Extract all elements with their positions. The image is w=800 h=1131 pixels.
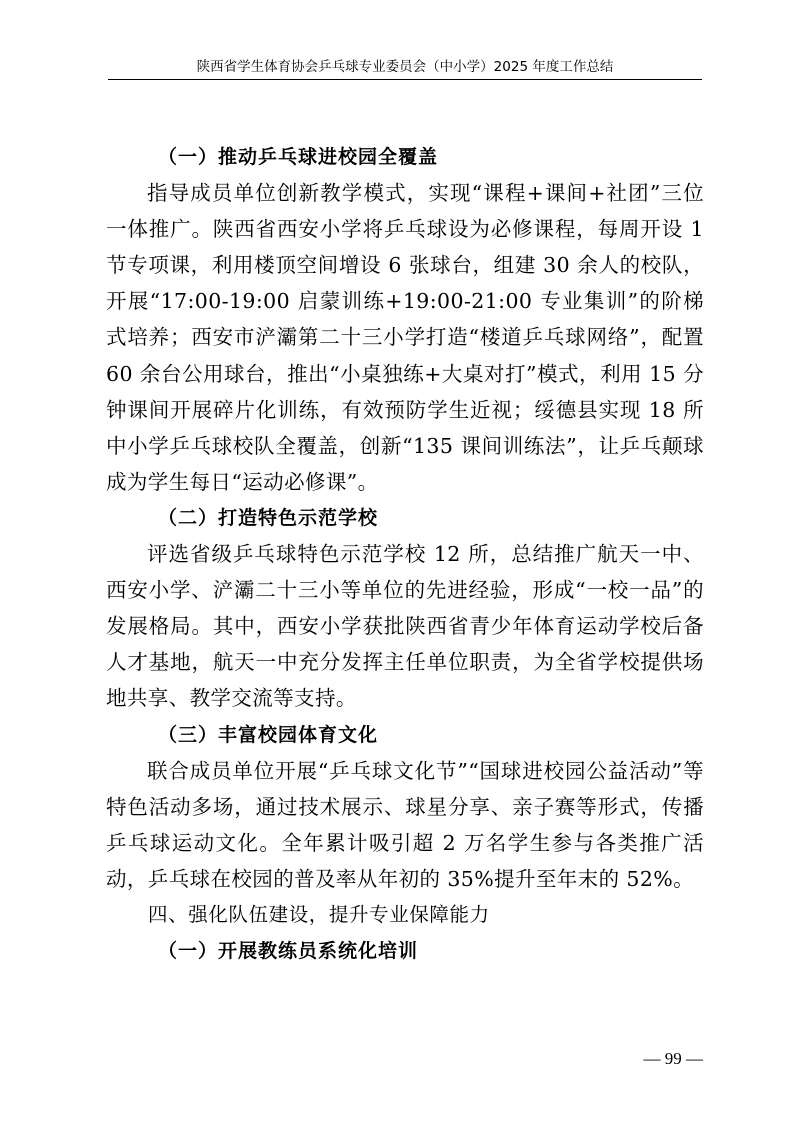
- paragraph-campus-culture: 联合成员单位开展“乒乓球文化节”“国球进校园公益活动”等特色活动多场，通过技术展示、球星分享、亲子赛等形式，传播乒乓球运动文化。全年累计吸引超 2 万名学生参与各类推广活动，乒乓球在校园的普及率从年初的 35%提升至年末的 52%。: [106, 758, 704, 891]
- heading-coach-training: （一）开展教练员系统化培训: [158, 940, 419, 963]
- heading-demo-schools: （二）打造特色示范学校: [158, 506, 379, 529]
- header-rule: [108, 79, 702, 80]
- paragraph-demo-schools: 评选省级乒乓球特色示范学校 12 所，总结推广航天一中、西安小学、浐灞二十三小等单位的先进经验，形成“一校一品”的发展格局。其中，西安小学获批陕西省青少年体育运动学校后备人才基地，航天一中充分发挥主任单位职责，为全省学校提供场地共享、教学交流等支持。: [106, 542, 704, 711]
- heading-promote-campus-coverage: （一）推动乒乓球进校园全覆盖: [158, 146, 439, 168]
- heading-campus-culture: （三）丰富校园体育文化: [158, 723, 379, 746]
- running-header: 陕西省学生体育协会乒乓球专业委员会（中小学）2025 年度工作总结: [196, 59, 614, 75]
- page-number: — 99 —: [643, 1049, 703, 1068]
- paragraph-teaching-model: 指导成员单位创新教学模式，实现“课程+课间+社团”三位一体推广。陕西省西安小学将乒乓球设为必修课程，每周开设 1 节专项课，利用楼顶空间增设 6 张球台，组建 30 余人的校队，开展“17:00-19:00 启蒙训练+19:00-21:00 专业集训”的阶梯式培养；西安市浐灞第二十三小学打造“楼道乒乓球网络”，配置 60 余台公用球台，推出“小桌独练+大桌对打”模式，利用 15 分钟课间开展碎片化训练，有效预防学生近视；绥德县实现 18 所中小学乒乓球校队全覆盖，创新“135 课间训练法”，让乒乓颠球成为学生每日“运动必修课”。: [106, 181, 704, 494]
- document-body: [106, 139, 704, 969]
- section-title-team-building: 四、强化队伍建设，提升专业保障能力: [148, 902, 490, 926]
